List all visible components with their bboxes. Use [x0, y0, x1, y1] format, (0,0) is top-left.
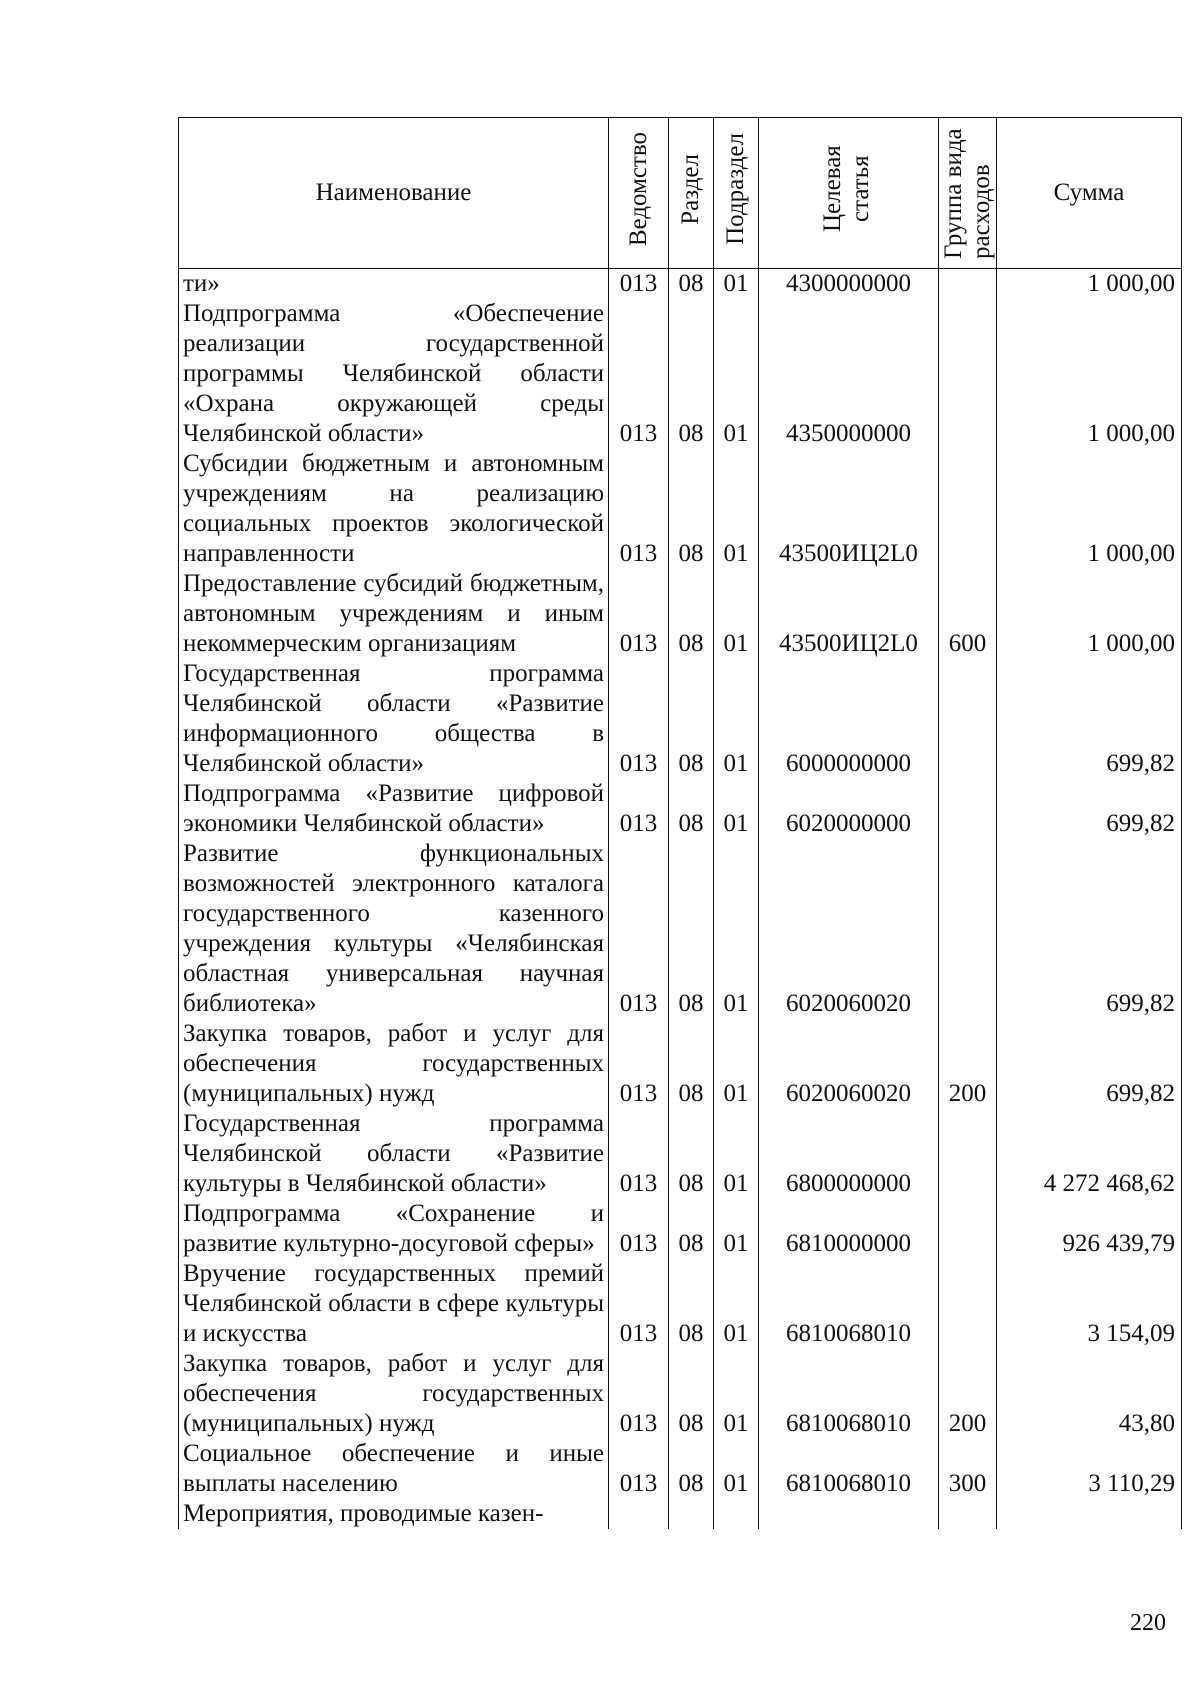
table-row: [179, 1439, 1182, 1499]
row-summa: 4 272 468,62: [997, 1109, 1182, 1199]
table-row: [179, 779, 1182, 839]
row-podrazdel: 01: [714, 779, 759, 839]
row-summa: [997, 1499, 1182, 1529]
row-name: Подпрограмма «Сохранение и развитие культурно-досуговой сферы»: [179, 1199, 609, 1259]
row-summa: 1 000,00: [997, 569, 1182, 659]
table-row: [179, 569, 1182, 659]
row-vedomstvo: 013: [609, 1259, 669, 1349]
row-celevaya: 6000000000: [759, 659, 939, 779]
row-razdel: 08: [669, 1019, 714, 1109]
row-name: Государственная программа Челябинской области «Развитие информационного общества в Челябинской области»: [179, 659, 609, 779]
row-summa: 3 154,09: [997, 1259, 1182, 1349]
table-row: [179, 659, 1182, 779]
header-gruppa: Группа вида расходов: [939, 128, 995, 259]
row-vedomstvo: 013: [609, 1199, 669, 1259]
row-razdel: 08: [669, 1439, 714, 1499]
row-summa: 3 110,29: [997, 1439, 1182, 1499]
row-podrazdel: 01: [714, 1109, 759, 1199]
row-celevaya: 6810000000: [759, 1199, 939, 1259]
row-name: Закупка товаров, работ и услуг для обеспечения государственных (муниципальных) нужд: [179, 1019, 609, 1109]
table-row: [179, 449, 1182, 569]
row-razdel: 08: [669, 839, 714, 1019]
row-gruppa: [939, 299, 997, 449]
row-summa: 1 000,00: [997, 449, 1182, 569]
row-summa: 926 439,79: [997, 1199, 1182, 1259]
row-gruppa: [939, 1199, 997, 1259]
row-vedomstvo: 013: [609, 1349, 669, 1439]
row-vedomstvo: 013: [609, 299, 669, 449]
row-name: Подпрограмма «Обеспечение реализации государственной программы Челябинской области «Охрана окружающей среды Челябинской области»: [179, 299, 609, 449]
row-podrazdel: 01: [714, 569, 759, 659]
row-gruppa: [939, 269, 997, 300]
row-podrazdel: 01: [714, 299, 759, 449]
row-celevaya: 43500ИЦ2L0: [759, 569, 939, 659]
row-celevaya: 6020000000: [759, 779, 939, 839]
header-podrazdel: Подраздел: [722, 133, 749, 245]
table-row: [179, 1019, 1182, 1109]
row-podrazdel: 01: [714, 659, 759, 779]
row-podrazdel: 01: [714, 1019, 759, 1109]
row-razdel: 08: [669, 569, 714, 659]
row-gruppa: [939, 449, 997, 569]
row-name: Развитие функциональных возможностей электронного каталога государственного казенного учреждения культуры «Челябинская областная универсальная научная библиотека»: [179, 839, 609, 1019]
row-vedomstvo: 013: [609, 839, 669, 1019]
row-razdel: 08: [669, 1349, 714, 1439]
row-name: Мероприятия, проводимые казен-: [179, 1499, 609, 1529]
row-podrazdel: 01: [714, 1199, 759, 1259]
row-celevaya: 6810068010: [759, 1349, 939, 1439]
row-podrazdel: 01: [714, 449, 759, 569]
row-razdel: 08: [669, 1199, 714, 1259]
header-celevaya: Целевая статья: [818, 145, 874, 233]
row-celevaya: 6810068010: [759, 1439, 939, 1499]
row-celevaya: 4350000000: [759, 299, 939, 449]
row-name: Предоставление субсидий бюджетным, автономным учреждениям и иным некоммерческим организациям: [179, 569, 609, 659]
row-razdel: 08: [669, 659, 714, 779]
row-vedomstvo: 013: [609, 269, 669, 300]
table-row: [179, 269, 1182, 300]
table-row: [179, 1349, 1182, 1439]
row-vedomstvo: 013: [609, 779, 669, 839]
row-name: Подпрограмма «Развитие цифровой экономики Челябинской области»: [179, 779, 609, 839]
row-razdel: 08: [669, 779, 714, 839]
row-gruppa: [939, 1499, 997, 1529]
row-razdel: 08: [669, 449, 714, 569]
table-row: [179, 1199, 1182, 1259]
row-gruppa: [939, 779, 997, 839]
row-gruppa: [939, 1109, 997, 1199]
row-gruppa: [939, 659, 997, 779]
row-gruppa: 200: [939, 1019, 997, 1109]
row-gruppa: [939, 839, 997, 1019]
row-summa: 1 000,00: [997, 269, 1182, 300]
row-vedomstvo: 013: [609, 1019, 669, 1109]
row-summa: 1 000,00: [997, 299, 1182, 449]
row-celevaya: [759, 1499, 939, 1529]
header-summa: Сумма: [997, 118, 1182, 269]
table-row: [179, 1499, 1182, 1529]
row-gruppa: [939, 1259, 997, 1349]
row-gruppa: 300: [939, 1439, 997, 1499]
row-summa: 699,82: [997, 779, 1182, 839]
row-podrazdel: [714, 1499, 759, 1529]
table-body: [179, 269, 1182, 1530]
row-summa: 699,82: [997, 1019, 1182, 1109]
row-razdel: 08: [669, 1259, 714, 1349]
row-celevaya: 6020060020: [759, 839, 939, 1019]
row-vedomstvo: 013: [609, 1439, 669, 1499]
row-podrazdel: 01: [714, 269, 759, 300]
row-celevaya: 43500ИЦ2L0: [759, 449, 939, 569]
row-podrazdel: 01: [714, 1439, 759, 1499]
row-name: Социальное обеспечение и иные выплаты населению: [179, 1439, 609, 1499]
row-podrazdel: 01: [714, 1349, 759, 1439]
header-vedomstvo: Ведомство: [624, 131, 652, 247]
row-celevaya: 6800000000: [759, 1109, 939, 1199]
row-razdel: 08: [669, 1109, 714, 1199]
budget-table: [178, 117, 1182, 1529]
row-name: Вручение государственных премий Челябинской области в сфере культуры и искусства: [179, 1259, 609, 1349]
row-celevaya: 4300000000: [759, 269, 939, 300]
row-gruppa: 200: [939, 1349, 997, 1439]
row-summa: 699,82: [997, 839, 1182, 1019]
row-podrazdel: 01: [714, 1259, 759, 1349]
row-celevaya: 6020060020: [759, 1019, 939, 1109]
row-vedomstvo: 013: [609, 659, 669, 779]
row-celevaya: 6810068010: [759, 1259, 939, 1349]
row-razdel: 08: [669, 269, 714, 300]
table-header: [179, 118, 1182, 269]
header-razdel: Раздел: [677, 153, 704, 225]
row-razdel: 08: [669, 299, 714, 449]
row-name: Субсидии бюджетным и автономным учреждениям на реализацию социальных проектов экологической направленности: [179, 449, 609, 569]
row-vedomstvo: [609, 1499, 669, 1529]
table-row: [179, 299, 1182, 449]
row-gruppa: 600: [939, 569, 997, 659]
page-number: 220: [1130, 1610, 1166, 1636]
table-row: [179, 1109, 1182, 1199]
row-vedomstvo: 013: [609, 1109, 669, 1199]
row-name: Государственная программа Челябинской области «Развитие культуры в Челябинской области»: [179, 1109, 609, 1199]
header-name: Наименование: [179, 118, 609, 269]
row-summa: 699,82: [997, 659, 1182, 779]
row-razdel: [669, 1499, 714, 1529]
row-podrazdel: 01: [714, 839, 759, 1019]
table-row: [179, 1259, 1182, 1349]
table-row: [179, 839, 1182, 1019]
row-vedomstvo: 013: [609, 569, 669, 659]
row-name: Закупка товаров, работ и услуг для обеспечения государственных (муниципальных) нужд: [179, 1349, 609, 1439]
row-vedomstvo: 013: [609, 449, 669, 569]
row-name: ти»: [179, 269, 609, 300]
row-summa: 43,80: [997, 1349, 1182, 1439]
